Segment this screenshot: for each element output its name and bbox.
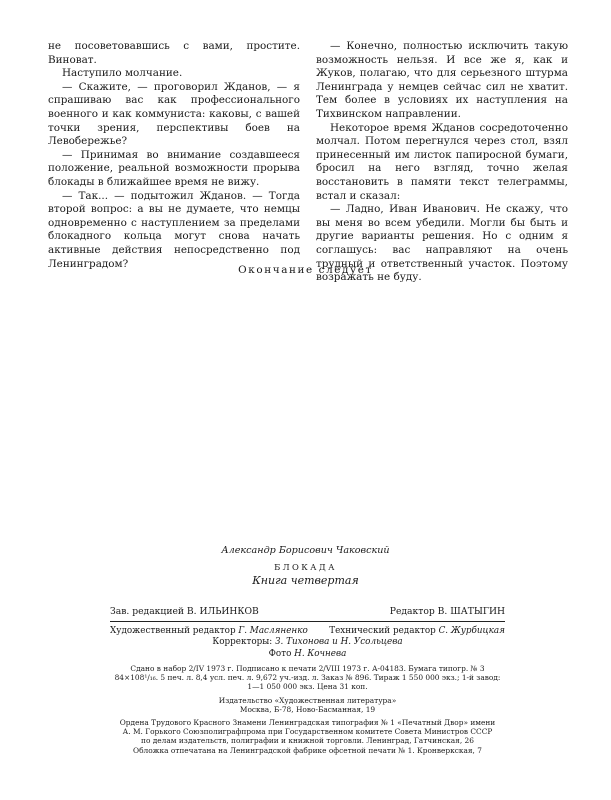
tech-editor: Технический редактор С. Журбицкая [329,626,505,636]
credits [110,626,505,660]
art-editor: Художественный редактор Г. Масляненко [110,626,308,636]
paragraph: — Конечно, полностью исключить такую возможность нельзя. И все же я, как и Жуков, полагаю, что для серьезного штурма Ленинграда у немцев сейчас сил не хватит. Тем более в условиях их наступления на Тихвинском направлении. [316,40,568,120]
photo-credit: Фото Н. Кочнева [268,648,347,659]
paragraph: — Принимая во внимание создавшееся положение, реальной возможности прорыва блокады в ближайшее время не вижу. [48,148,300,188]
print-details: Сдано в набор 2/IV 1973 г. Подписано к печати 2/VIII 1973 г. А-04183. Бумага типогр. № 3 84×108¹/₁₆. 5 печ. л. 8,4 усл. печ. л. 9,672 уч.-изд. л. Заказ № 896. Тираж 1 550 000 экз.; 1-й завод: 1—1 050 000 экз. Цена 31 коп. [114,664,501,692]
book-part: Книга четвертая [252,574,359,587]
printer-info: Ордена Трудового Красного Знамени Ленинградская типография № 1 «Печатный Двор» имени А. М. Горького Союзполиграфпрома при Государственном комитете Совета Министров СССР по делам издательств, полиграфии и книжной торговли. Ленинград, Гатчинская, 26 Обложка отпечатана на Ленинградской фабрике офсетной печати № 1. Кронверкская, 7 [119,718,496,755]
editors-row [110,606,505,617]
editor: Редактор В. ШАТЫГИН [389,606,505,617]
author-name: Александр Борисович Чаковский [221,545,390,556]
paragraph: Некоторое время Жданов сосредоточенно молчал. Потом перегнулся через стол, взял принесенный им листок папиросной бумаги, бросил на него взгляд, точно желая восстановить в памяти текст телеграммы, встал и сказал: [316,121,568,202]
editors-credits-row [110,626,505,637]
publisher-info: Издательство «Художественная литература» Москва, Б-78, Ново-Басманная, 19 [218,695,397,714]
paragraph: Наступило молчание. [62,67,183,80]
colophon-heading [0,544,611,588]
paragraph: — Ладно, Иван Иванович. Не скажу, что вы меня во всем убедили. Могли бы быть и другие варианты решения. Но с одним я соглашусь: вас направляют на очень трудный и ответственный участок. Поэтому возражать не буду. [316,203,568,284]
paragraph: — Так... — подытожил Жданов. — Тогда второй вопрос: а вы не думаете, что немцы одновременно с наступлением за пределами блокадного кольца могут снова начать активные действия непосредственно под Ленинградом? [48,189,300,270]
book-title: БЛОКАДА [274,562,337,572]
paragraph: — Скажите, — проговорил Жданов, — я спрашиваю вас как профессионального военного и как коммуниста: каковы, с вашей точки зрения, перспективы боев на Левобережье? [48,80,300,148]
left-text-column [48,40,300,271]
paragraph: не посоветовавшись с вами, простите. Виноват. [48,40,300,66]
right-text-column [316,40,568,285]
ending-note: Окончание следует [238,264,373,276]
proofreaders: Корректоры: З. Тихонова и Н. Усольцева [212,637,403,648]
head-of-editorial: Зав. редакцией В. ИЛЬИНКОВ [110,606,259,617]
publication-details [110,664,505,759]
divider [110,621,505,622]
